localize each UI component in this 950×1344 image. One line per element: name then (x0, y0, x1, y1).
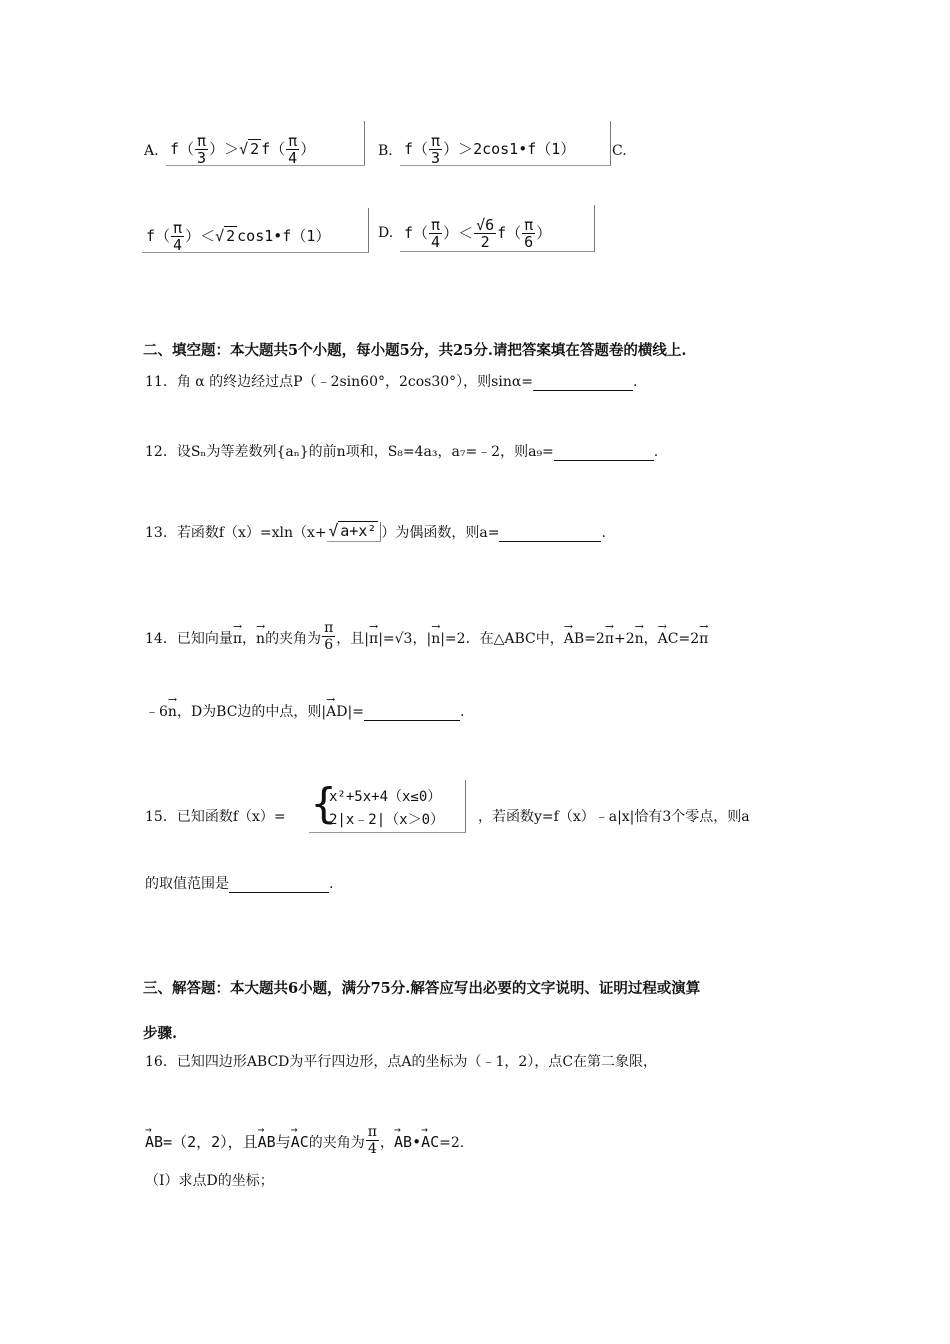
vector-ac: → AC (658, 630, 679, 648)
option-b-formula: f（ $\frac{\pi}{3}$ ）＞2cos1•f（1） (400, 121, 611, 166)
q15-brace: { (311, 779, 337, 828)
option-d-formula: f（ $\frac{\pi}{4}$ ）＜ $\frac{√6}{2}$ f（ $\frac{\pi}{6}$ ） (400, 205, 595, 252)
option-b-frac: $\frac{\pi}{3}$ (431, 132, 441, 167)
option-a-frac2: $\frac{\pi}{4}$ (288, 132, 298, 167)
q14-line1: 14．已知向量→ π，→ n的夹角为 $\frac{\pi}{6}$ ，且|→ π|=√3，|→ n|=2．在△ABC中，→ AB=2→ π+2→ n，→ AC=2→ π (145, 620, 708, 653)
q16-angle-frac: $\frac{\pi}{4}$ (367, 1124, 377, 1157)
q12-text: 12．设Sₙ为等差数列{aₙ}的前n项和，S₈=4a₃，a₇=﹣2，则a₉= (145, 444, 554, 460)
vector-ab: → AB (564, 630, 584, 648)
q15-post: ，若函数y=f（x）﹣a|x|恰有3个零点，则a (478, 809, 750, 825)
section3-heading-line1: 三、解答题：本大题共6小题，满分75分.解答应写出必要的文字说明、证明过程或演算 (143, 980, 701, 997)
q16-part1: （I）求点D的坐标； (145, 1173, 274, 1189)
q12-answer-blank (554, 446, 654, 461)
q13-sqrt-box: √ a+x² (327, 522, 382, 542)
vector-m: → π (233, 630, 242, 648)
q12: 12．设Sₙ为等差数列{aₙ}的前n项和，S₈=4a₃，a₇=﹣2，则a₉= . (145, 444, 659, 460)
q14-angle-frac: $\frac{\pi}{6}$ (324, 620, 334, 653)
option-b-label: B. (378, 143, 393, 159)
q15-case2: 2|x﹣2|（x＞0） (329, 812, 445, 828)
section2-heading: 二、填空题：本大题共5个小题，每小题5分，共25分.请把答案填在答题卷的横线上. (143, 342, 687, 359)
q11: 11．角 α 的终边经过点P（﹣2sin60°，2cos30°），则sinα= . (145, 374, 638, 390)
q11-text: 11．角 α 的终边经过点P（﹣2sin60°，2cos30°），则sinα= (145, 374, 534, 390)
vector-n: → n (256, 630, 265, 648)
q15-piecewise (309, 780, 466, 833)
q16-line2: → AB=（2，2），且→ AB与→ AC的夹角为 $\frac{\pi}{4}$ ，→ AB•→ AC=2. (145, 1124, 464, 1157)
option-a-left: f（ (170, 140, 195, 158)
q13-answer-blank (499, 527, 601, 542)
option-d-label: D. (378, 225, 394, 241)
option-a-label: A. (144, 143, 159, 159)
q14-answer-blank (364, 706, 460, 721)
option-a-formula: f（ $\frac{\pi}{3}$ ）＞√ 2 f（ $\frac{\pi}{4}$ ） (166, 121, 365, 166)
q15-answer-blank (229, 878, 329, 893)
section3-heading-line2: 步骤. (143, 1025, 178, 1042)
q14-line2: ﹣6→ n，D为BC边的中点，则|→ AD|= . (145, 703, 464, 721)
option-d-frac3: $\frac{\pi}{6}$ (524, 216, 534, 251)
q13: 13．若函数f（x）=xln（x+ √ a+x² ）为偶函数，则a= . (145, 521, 606, 541)
q15-case1: x²+5x+4（x≤0） (329, 789, 442, 805)
option-c-formula: f（ $\frac{\pi}{4}$ ）＜√ 2 cos1•f（1） (142, 208, 369, 253)
q11-answer-blank (533, 376, 633, 391)
option-d-frac2: $\frac{√6}{2}$ (476, 216, 495, 251)
q15-line2: 的取值范围是 . (145, 876, 334, 892)
q15-pre: 15．已知函数f（x）= (145, 809, 286, 825)
option-a-frac1: $\frac{\pi}{3}$ (197, 132, 207, 167)
option-d-frac1: $\frac{\pi}{4}$ (431, 216, 441, 251)
option-c-label: C. (612, 143, 627, 159)
vector-ad: → AD (326, 703, 347, 721)
option-c-frac: $\frac{\pi}{4}$ (173, 219, 183, 254)
q16-line1: 16．已知四边形ABCD为平行四边形，点A的坐标为（﹣1，2），点C在第二象限， (145, 1054, 658, 1070)
